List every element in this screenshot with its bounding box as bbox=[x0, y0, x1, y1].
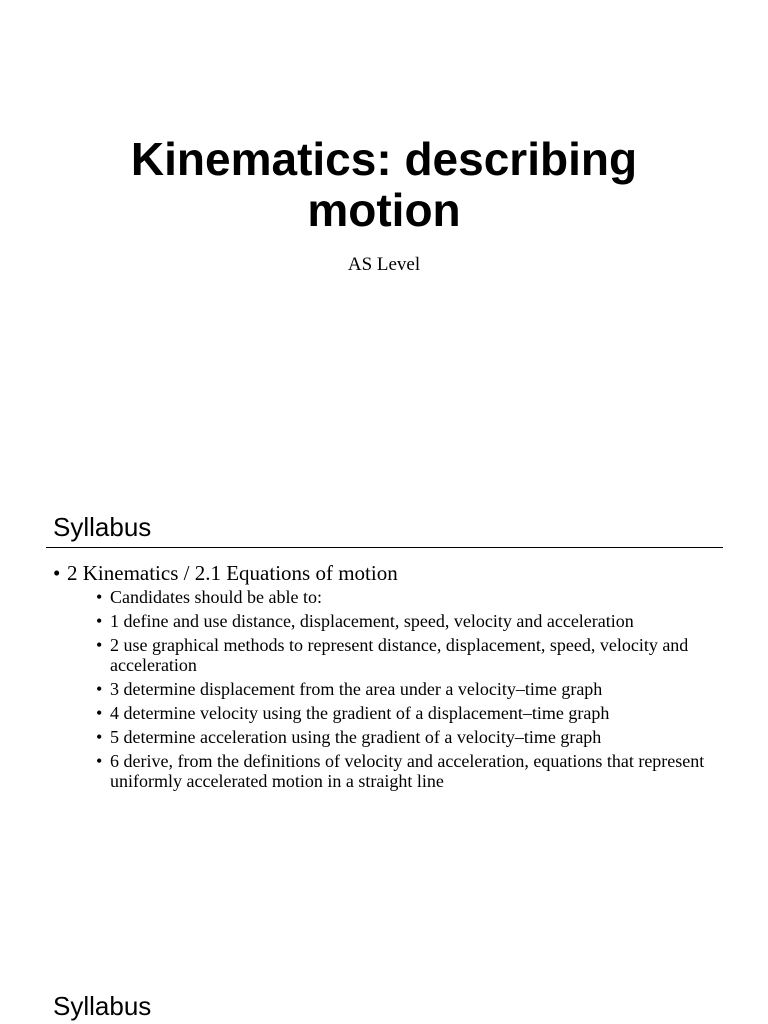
bullet-icon: • bbox=[96, 587, 103, 607]
bullet-icon: • bbox=[96, 727, 103, 747]
syllabus-topic bbox=[53, 561, 713, 791]
bullet-icon: • bbox=[96, 751, 103, 771]
page-subtitle: AS Level bbox=[347, 254, 421, 275]
bullet-icon: • bbox=[96, 703, 103, 723]
objective-text: 5 determine acceleration using the gradient of a velocity–time graph bbox=[110, 727, 602, 747]
list-item bbox=[96, 727, 713, 747]
page-title: Kinematics: describing motion bbox=[130, 133, 638, 236]
list-item bbox=[96, 751, 713, 791]
syllabus-objectives bbox=[67, 587, 713, 791]
objective-text: 3 determine displacement from the area under a velocity–time graph bbox=[110, 679, 603, 699]
next-syllabus-heading: Syllabus bbox=[53, 991, 152, 1021]
list-item bbox=[96, 611, 713, 631]
objective-text: 4 determine velocity using the gradient of a displacement–time graph bbox=[110, 703, 610, 723]
title-slide bbox=[0, 134, 768, 276]
syllabus-heading: Syllabus bbox=[53, 512, 152, 542]
bullet-icon: • bbox=[96, 635, 103, 655]
section-divider bbox=[46, 547, 723, 548]
objective-text: 1 define and use distance, displacement, speed, velocity and acceleration bbox=[110, 611, 634, 631]
bullet-icon: • bbox=[53, 561, 61, 585]
objective-text: 6 derive, from the definitions of velocity and acceleration, equations that represent uniformly accelerated motion in a straight line bbox=[110, 751, 705, 791]
list-item bbox=[96, 587, 713, 607]
syllabus-topic-label: 2 Kinematics / 2.1 Equations of motion bbox=[67, 561, 398, 585]
bullet-icon: • bbox=[96, 679, 103, 699]
list-item bbox=[96, 703, 713, 723]
syllabus-list bbox=[53, 561, 713, 795]
objective-text: Candidates should be able to: bbox=[110, 587, 322, 607]
list-item bbox=[96, 679, 713, 699]
objective-text: 2 use graphical methods to represent distance, displacement, speed, velocity and acceleration bbox=[110, 635, 689, 675]
bullet-icon: • bbox=[96, 611, 103, 631]
list-item bbox=[96, 635, 713, 675]
